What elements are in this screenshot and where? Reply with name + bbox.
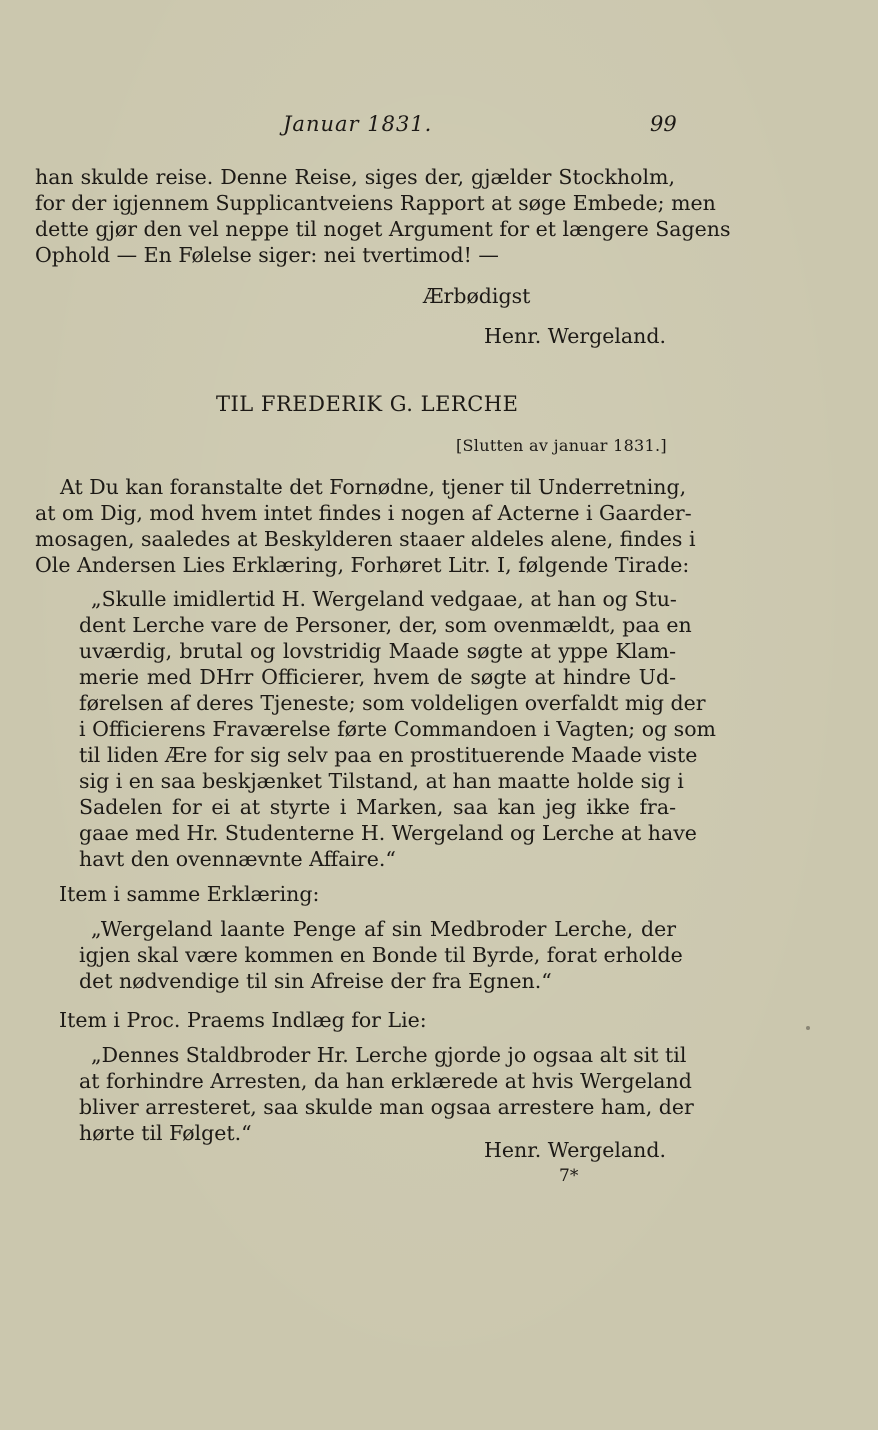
sheet-signature-mark: 7* (559, 1166, 579, 1186)
quote-line: „Dennes Staldbroder Hr. Lerche gjorde jo ogsaa alt sit til (91, 1043, 687, 1067)
signature: Henr. Wergeland. (484, 324, 666, 348)
item-heading: Item i samme Erklæring: (59, 882, 320, 906)
quote-line: hørte til Følget.“ (79, 1121, 252, 1145)
quote-line: gaae med Hr. Studenterne H. Wergeland og Lerche at have (79, 821, 697, 845)
block-quote (79, 1042, 694, 1146)
paragraph-continuation (35, 164, 731, 268)
quote-line: sig i en saa beskjænket Tilstand, at han maatte holde sig i (79, 769, 684, 793)
item-heading: Item i Proc. Praems Indlæg for Lie: (59, 1008, 427, 1032)
quote-line: det nødvendige til sin Afreise der fra Egnen.“ (79, 969, 552, 993)
signature: Henr. Wergeland. (484, 1138, 666, 1162)
text-line: at om Dig, mod hvem intet findes i nogen af Acterne i Gaarder- (35, 501, 692, 525)
header-title: Januar 1831. (283, 112, 433, 136)
quote-line: havt den ovennævnte Affaire.“ (79, 847, 396, 871)
text-line: Ophold — En Følelse siger: nei tvertimod! — (35, 243, 499, 267)
quote-line: merie med DHrr Officierer, hvem de søgte at hindre Ud- (79, 665, 676, 689)
text-line: dette gjør den vel neppe til noget Argument for et længere Sagens (35, 217, 731, 241)
letter-paragraph (35, 474, 696, 578)
quote-line: Sadelen for ei at styrte i Marken, saa kan jeg ikke fra- (79, 795, 676, 819)
closing-salutation: Ærbødigst (423, 284, 531, 308)
text-line: mosagen, saaledes at Beskylderen staaer aldeles alene, findes i (35, 527, 696, 551)
quote-line: at forhindre Arresten, da han erklærede at hvis Wergeland (79, 1069, 692, 1093)
text-line: for der igjennem Supplicantveiens Rapport at søge Embede; men (35, 191, 716, 215)
letter-heading-text: TIL FREDERIK G. LERCHE (216, 392, 519, 416)
text-line: Ole Andersen Lies Erklæring, Forhøret Litr. I, følgende Tirade: (35, 553, 690, 577)
block-quote (79, 916, 683, 994)
date-note: [Slutten av januar 1831.] (456, 436, 667, 455)
paper-speck (806, 1026, 810, 1030)
block-quote (79, 586, 716, 872)
quote-line: dent Lerche vare de Personer, der, som ovenmældt, paa en (79, 613, 692, 637)
page-number: 99 (650, 112, 677, 136)
text-line: At Du kan foranstalte det Fornødne, tjener til Underretning, (60, 475, 687, 499)
quote-line: „Wergeland laante Penge af sin Medbroder Lerche, der (91, 917, 676, 941)
text-line: han skulde reise. Denne Reise, siges der, gjælder Stockholm, (35, 165, 675, 189)
quote-line: i Officierens Fraværelse førte Commandoen i Vagten; og som (79, 717, 716, 741)
quote-line: igjen skal være kommen en Bonde til Byrde, forat erholde (79, 943, 683, 967)
quote-line: førelsen af deres Tjeneste; som voldeligen overfaldt mig der (79, 691, 706, 715)
quote-line: uværdig, brutal og lovstridig Maade søgte at yppe Klam- (79, 639, 676, 663)
quote-line: „Skulle imidlertid H. Wergeland vedgaae, at han og Stu- (91, 587, 677, 611)
quote-line: til liden Ære for sig selv paa en prostituerende Maade viste (79, 743, 698, 767)
running-header (0, 112, 878, 142)
quote-line: bliver arresteret, saa skulde man ogsaa arrestere ham, der (79, 1095, 694, 1119)
